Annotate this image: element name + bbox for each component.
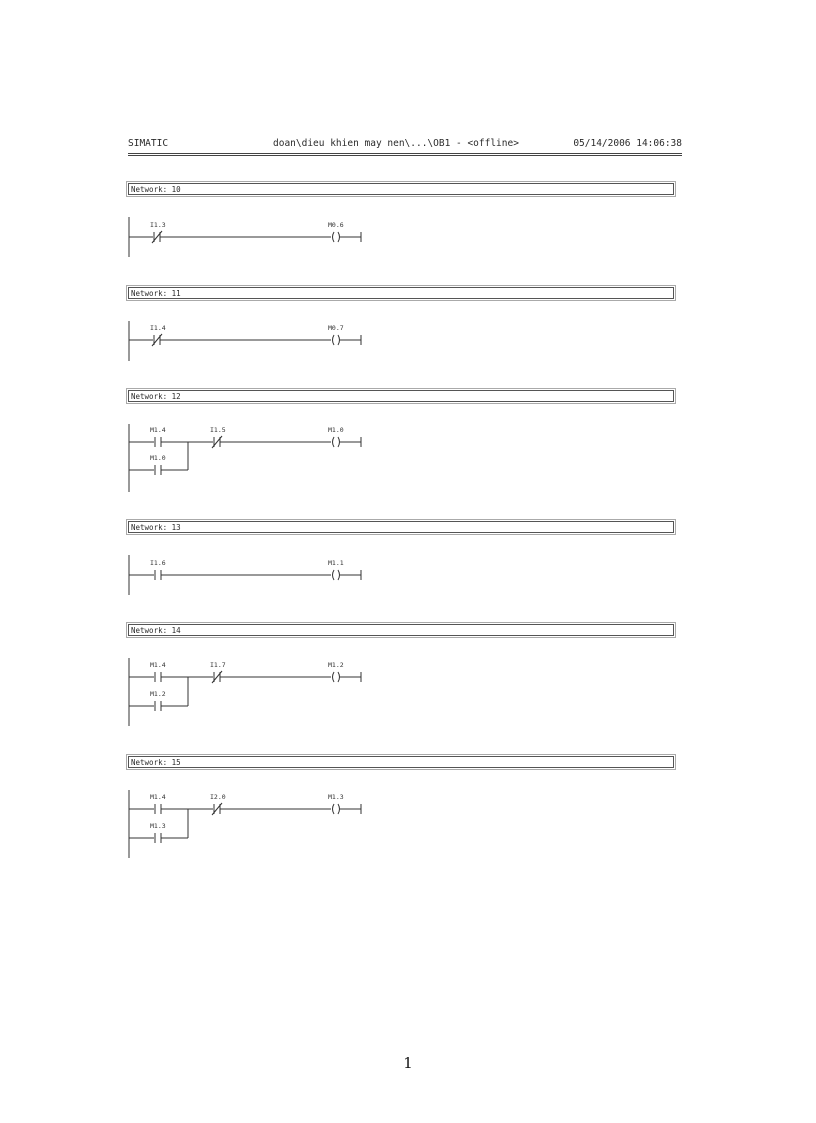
- contact-label: I1.7: [210, 661, 226, 669]
- network-title: Network: 10: [128, 183, 674, 195]
- output-coil: [333, 804, 340, 814]
- contact-label: I1.5: [210, 426, 226, 434]
- header-simatic: SIMATIC: [128, 138, 169, 149]
- contact-label: M1.0: [150, 454, 166, 462]
- contact-label: M1.4: [150, 661, 166, 669]
- output-coil: [333, 232, 340, 242]
- header-project-path: doan\dieu khien may nen\...\OB1 - <offline>: [273, 138, 519, 149]
- ladder-diagram: [128, 555, 388, 595]
- contact-label: M1.4: [150, 426, 166, 434]
- no-contact: [155, 804, 161, 814]
- no-contact: [155, 701, 161, 711]
- output-coil: [333, 570, 340, 580]
- contact-label: M1.2: [150, 690, 166, 698]
- network-title: Network: 15: [128, 756, 674, 768]
- output-coil: [333, 437, 340, 447]
- no-contact: [155, 833, 161, 843]
- ladder-diagram: [128, 658, 388, 728]
- contact-label: I2.0: [210, 793, 226, 801]
- no-contact: [155, 570, 161, 580]
- contact-label: M1.3: [150, 822, 166, 830]
- network-title: Network: 14: [128, 624, 674, 636]
- contact-label: M1.4: [150, 793, 166, 801]
- coil-label: M1.3: [328, 793, 344, 801]
- no-contact: [155, 672, 161, 682]
- network-title: Network: 12: [128, 390, 674, 402]
- contact-label: I1.4: [150, 324, 166, 332]
- coil-label: M1.1: [328, 559, 344, 567]
- header-datetime: 05/14/2006 14:06:38: [573, 138, 682, 149]
- network-title: Network: 11: [128, 287, 674, 299]
- no-contact: [155, 437, 161, 447]
- output-coil: [333, 335, 340, 345]
- page-number: 1: [403, 1054, 413, 1072]
- coil-label: M0.7: [328, 324, 344, 332]
- coil-label: M1.2: [328, 661, 344, 669]
- ladder-diagram: [128, 217, 388, 257]
- no-contact: [155, 465, 161, 475]
- contact-label: I1.6: [150, 559, 166, 567]
- contact-label: I1.3: [150, 221, 166, 229]
- network-title: Network: 13: [128, 521, 674, 533]
- ladder-diagram: [128, 424, 388, 494]
- coil-label: M1.0: [328, 426, 344, 434]
- output-coil: [333, 672, 340, 682]
- coil-label: M0.6: [328, 221, 344, 229]
- ladder-diagram: [128, 790, 388, 860]
- ladder-diagram: [128, 321, 388, 361]
- page-header: [128, 137, 682, 156]
